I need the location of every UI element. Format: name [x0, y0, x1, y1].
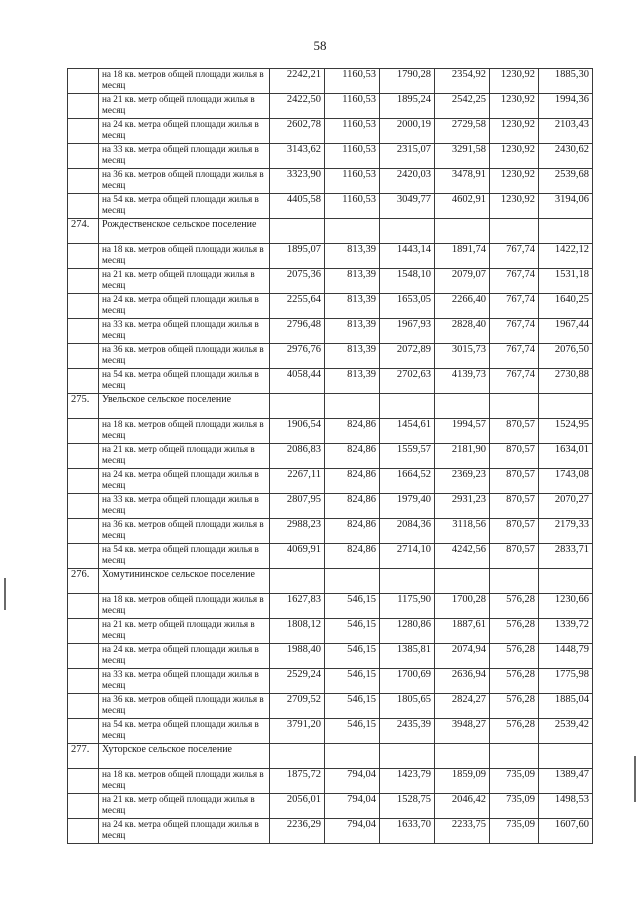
value-cell: 2236,29	[270, 819, 325, 844]
row-number	[68, 144, 99, 169]
value-cell: 2430,62	[539, 144, 593, 169]
value-cell	[270, 569, 325, 594]
value-cell: 1339,72	[539, 619, 593, 644]
value-cell: 813,39	[325, 269, 380, 294]
row-description: на 54 кв. метра общей площади жилья в месяц	[99, 194, 270, 219]
value-cell: 767,74	[490, 369, 539, 394]
row-description: на 36 кв. метров общей площади жилья в месяц	[99, 519, 270, 544]
value-cell: 2075,36	[270, 269, 325, 294]
value-cell	[380, 219, 435, 244]
row-number	[68, 269, 99, 294]
table-row	[68, 169, 593, 194]
value-cell: 1885,04	[539, 694, 593, 719]
row-number	[68, 644, 99, 669]
value-cell: 1528,75	[380, 794, 435, 819]
row-description: на 21 кв. метр общей площади жилья в месяц	[99, 619, 270, 644]
row-number	[68, 369, 99, 394]
value-cell: 1859,09	[435, 769, 490, 794]
value-cell: 1700,28	[435, 594, 490, 619]
value-cell: 1875,72	[270, 769, 325, 794]
value-cell: 1448,79	[539, 644, 593, 669]
row-description: на 54 кв. метра общей площади жилья в месяц	[99, 369, 270, 394]
value-cell: 576,28	[490, 594, 539, 619]
value-cell: 1230,92	[490, 144, 539, 169]
row-description: на 24 кв. метра общей площади жилья в месяц	[99, 119, 270, 144]
table-body	[68, 69, 593, 844]
value-cell: 3194,06	[539, 194, 593, 219]
row-description: на 33 кв. метра общей площади жилья в месяц	[99, 669, 270, 694]
value-cell: 2181,90	[435, 444, 490, 469]
row-number	[68, 669, 99, 694]
row-number	[68, 94, 99, 119]
value-cell: 1664,52	[380, 469, 435, 494]
row-number	[68, 169, 99, 194]
value-cell: 2076,50	[539, 344, 593, 369]
value-cell: 546,15	[325, 594, 380, 619]
value-cell	[435, 569, 490, 594]
value-cell: 2084,36	[380, 519, 435, 544]
value-cell: 3118,56	[435, 519, 490, 544]
row-description: на 21 кв. метр общей площади жилья в месяц	[99, 269, 270, 294]
value-cell: 2056,01	[270, 794, 325, 819]
value-cell: 1498,53	[539, 794, 593, 819]
row-number	[68, 294, 99, 319]
value-cell: 824,86	[325, 494, 380, 519]
value-cell: 2086,83	[270, 444, 325, 469]
table-row	[68, 694, 593, 719]
row-number: 275.	[68, 394, 99, 419]
value-cell: 1385,81	[380, 644, 435, 669]
value-cell: 2709,52	[270, 694, 325, 719]
value-cell: 767,74	[490, 319, 539, 344]
value-cell: 2529,24	[270, 669, 325, 694]
value-cell: 1230,92	[490, 169, 539, 194]
value-cell: 1160,53	[325, 94, 380, 119]
value-cell: 2079,07	[435, 269, 490, 294]
value-cell	[325, 394, 380, 419]
row-number: 277.	[68, 744, 99, 769]
value-cell: 1653,05	[380, 294, 435, 319]
value-cell: 2542,25	[435, 94, 490, 119]
value-cell: 2179,33	[539, 519, 593, 544]
value-cell: 2702,63	[380, 369, 435, 394]
value-cell: 1633,70	[380, 819, 435, 844]
scan-mark-left	[4, 578, 6, 610]
value-cell	[380, 744, 435, 769]
row-description: Хомутининское сельское поселение	[99, 569, 270, 594]
value-cell: 1160,53	[325, 144, 380, 169]
value-cell: 2242,21	[270, 69, 325, 94]
row-description: Хуторское сельское поселение	[99, 744, 270, 769]
value-cell: 2636,94	[435, 669, 490, 694]
table-row	[68, 594, 593, 619]
table-row	[68, 619, 593, 644]
value-cell: 1891,74	[435, 244, 490, 269]
value-cell: 546,15	[325, 669, 380, 694]
value-cell: 813,39	[325, 244, 380, 269]
page-number: 58	[313, 38, 327, 53]
value-cell: 2072,89	[380, 344, 435, 369]
row-description: на 18 кв. метров общей площади жилья в месяц	[99, 244, 270, 269]
value-cell	[490, 219, 539, 244]
value-cell: 2714,10	[380, 544, 435, 569]
value-cell: 2539,68	[539, 169, 593, 194]
row-number: 274.	[68, 219, 99, 244]
value-cell: 1443,14	[380, 244, 435, 269]
row-number	[68, 619, 99, 644]
value-cell: 735,09	[490, 794, 539, 819]
value-cell: 3015,73	[435, 344, 490, 369]
value-cell: 794,04	[325, 769, 380, 794]
table-row	[68, 769, 593, 794]
value-cell: 2807,95	[270, 494, 325, 519]
row-number	[68, 119, 99, 144]
value-cell: 870,57	[490, 419, 539, 444]
value-cell: 2435,39	[380, 719, 435, 744]
row-number: 276.	[68, 569, 99, 594]
value-cell: 4139,73	[435, 369, 490, 394]
value-cell: 824,86	[325, 444, 380, 469]
value-cell: 767,74	[490, 269, 539, 294]
value-cell: 1885,30	[539, 69, 593, 94]
value-cell: 1423,79	[380, 769, 435, 794]
value-cell: 1160,53	[325, 169, 380, 194]
value-cell: 1607,60	[539, 819, 593, 844]
value-cell	[270, 219, 325, 244]
row-description: на 18 кв. метров общей площади жилья в месяц	[99, 594, 270, 619]
value-cell: 767,74	[490, 294, 539, 319]
value-cell	[380, 394, 435, 419]
table-row	[68, 444, 593, 469]
value-cell: 1895,07	[270, 244, 325, 269]
row-number	[68, 819, 99, 844]
value-cell: 2824,27	[435, 694, 490, 719]
row-description: на 24 кв. метра общей площади жилья в месяц	[99, 294, 270, 319]
value-cell: 576,28	[490, 694, 539, 719]
value-cell: 1967,93	[380, 319, 435, 344]
value-cell: 1160,53	[325, 69, 380, 94]
value-cell	[380, 569, 435, 594]
value-cell: 870,57	[490, 469, 539, 494]
value-cell: 1967,44	[539, 319, 593, 344]
value-cell: 3948,27	[435, 719, 490, 744]
table-row	[68, 344, 593, 369]
value-cell: 1627,83	[270, 594, 325, 619]
value-cell: 824,86	[325, 419, 380, 444]
row-description: на 33 кв. метра общей площади жилья в месяц	[99, 144, 270, 169]
value-cell: 2828,40	[435, 319, 490, 344]
table-row	[68, 144, 593, 169]
value-cell	[539, 394, 593, 419]
row-description: Увельское сельское поселение	[99, 394, 270, 419]
value-cell	[490, 569, 539, 594]
value-cell: 1389,47	[539, 769, 593, 794]
value-cell: 2103,43	[539, 119, 593, 144]
row-description: на 21 кв. метр общей площади жилья в месяц	[99, 94, 270, 119]
value-cell: 2070,27	[539, 494, 593, 519]
value-cell: 2046,42	[435, 794, 490, 819]
row-number	[68, 794, 99, 819]
table-row	[68, 419, 593, 444]
row-number	[68, 694, 99, 719]
value-cell: 1994,57	[435, 419, 490, 444]
value-cell: 870,57	[490, 494, 539, 519]
value-cell: 576,28	[490, 669, 539, 694]
value-cell: 794,04	[325, 819, 380, 844]
value-cell: 1988,40	[270, 644, 325, 669]
value-cell: 4242,56	[435, 544, 490, 569]
value-cell: 2267,11	[270, 469, 325, 494]
value-cell: 4058,44	[270, 369, 325, 394]
value-cell: 767,74	[490, 244, 539, 269]
value-cell	[539, 744, 593, 769]
value-cell: 3291,58	[435, 144, 490, 169]
table-row	[68, 94, 593, 119]
value-cell	[270, 744, 325, 769]
value-cell: 735,09	[490, 769, 539, 794]
value-cell: 870,57	[490, 544, 539, 569]
table-row	[68, 719, 593, 744]
value-cell: 1230,92	[490, 119, 539, 144]
value-cell: 576,28	[490, 619, 539, 644]
table-row	[68, 794, 593, 819]
value-cell: 2000,19	[380, 119, 435, 144]
value-cell: 2354,92	[435, 69, 490, 94]
row-description: на 21 кв. метр общей площади жилья в месяц	[99, 444, 270, 469]
value-cell: 1454,61	[380, 419, 435, 444]
value-cell: 1700,69	[380, 669, 435, 694]
table-row	[68, 194, 593, 219]
row-number	[68, 69, 99, 94]
value-cell: 1640,25	[539, 294, 593, 319]
row-number	[68, 544, 99, 569]
value-cell: 2266,40	[435, 294, 490, 319]
row-number	[68, 194, 99, 219]
value-cell: 3791,20	[270, 719, 325, 744]
row-description: на 18 кв. метров общей площади жилья в месяц	[99, 419, 270, 444]
table-row	[68, 819, 593, 844]
value-cell: 3143,62	[270, 144, 325, 169]
table-row	[68, 69, 593, 94]
section-row	[68, 219, 593, 244]
value-cell: 1895,24	[380, 94, 435, 119]
row-number	[68, 769, 99, 794]
value-cell: 2796,48	[270, 319, 325, 344]
value-cell: 1524,95	[539, 419, 593, 444]
value-cell	[325, 744, 380, 769]
value-cell: 813,39	[325, 319, 380, 344]
value-cell	[490, 744, 539, 769]
row-description: на 36 кв. метров общей площади жилья в месяц	[99, 694, 270, 719]
value-cell: 1887,61	[435, 619, 490, 644]
value-cell: 1531,18	[539, 269, 593, 294]
value-cell: 2833,71	[539, 544, 593, 569]
value-cell: 824,86	[325, 469, 380, 494]
value-cell: 576,28	[490, 644, 539, 669]
value-cell: 824,86	[325, 544, 380, 569]
value-cell: 2539,42	[539, 719, 593, 744]
row-number	[68, 319, 99, 344]
row-description: Рождественское сельское поселение	[99, 219, 270, 244]
value-cell: 2602,78	[270, 119, 325, 144]
value-cell: 2255,64	[270, 294, 325, 319]
value-cell: 870,57	[490, 519, 539, 544]
table-row	[68, 269, 593, 294]
value-cell: 1979,40	[380, 494, 435, 519]
value-cell: 3323,90	[270, 169, 325, 194]
value-cell	[539, 219, 593, 244]
value-cell: 1559,57	[380, 444, 435, 469]
value-cell: 2730,88	[539, 369, 593, 394]
value-cell: 735,09	[490, 819, 539, 844]
value-cell: 1743,08	[539, 469, 593, 494]
value-cell: 2233,75	[435, 819, 490, 844]
table-row	[68, 119, 593, 144]
value-cell: 2931,23	[435, 494, 490, 519]
table-row	[68, 294, 593, 319]
table-row	[68, 644, 593, 669]
row-description: на 33 кв. метра общей площади жилья в месяц	[99, 494, 270, 519]
scan-mark-right	[634, 756, 636, 802]
row-description: на 24 кв. метра общей площади жилья в месяц	[99, 819, 270, 844]
value-cell	[325, 569, 380, 594]
value-cell: 1805,65	[380, 694, 435, 719]
value-cell: 1230,92	[490, 69, 539, 94]
section-row	[68, 744, 593, 769]
table-row	[68, 244, 593, 269]
value-cell: 4602,91	[435, 194, 490, 219]
value-cell: 4069,91	[270, 544, 325, 569]
table-row	[68, 369, 593, 394]
row-description: на 54 кв. метра общей площади жилья в месяц	[99, 544, 270, 569]
value-cell: 870,57	[490, 444, 539, 469]
value-cell: 1548,10	[380, 269, 435, 294]
value-cell	[435, 744, 490, 769]
table-row	[68, 469, 593, 494]
value-cell: 813,39	[325, 344, 380, 369]
value-cell: 1422,12	[539, 244, 593, 269]
value-cell: 576,28	[490, 719, 539, 744]
row-number	[68, 419, 99, 444]
table-row	[68, 319, 593, 344]
row-description: на 33 кв. метра общей площади жилья в месяц	[99, 319, 270, 344]
table-row	[68, 494, 593, 519]
value-cell: 2369,23	[435, 469, 490, 494]
section-row	[68, 569, 593, 594]
value-cell: 1280,86	[380, 619, 435, 644]
value-cell: 813,39	[325, 294, 380, 319]
value-cell: 824,86	[325, 519, 380, 544]
value-cell	[490, 394, 539, 419]
tariff-table	[67, 68, 593, 844]
table-row	[68, 544, 593, 569]
value-cell: 2422,50	[270, 94, 325, 119]
row-description: на 54 кв. метра общей площади жилья в месяц	[99, 719, 270, 744]
row-description: на 36 кв. метров общей площади жилья в месяц	[99, 169, 270, 194]
row-number	[68, 444, 99, 469]
value-cell: 813,39	[325, 369, 380, 394]
value-cell: 2988,23	[270, 519, 325, 544]
value-cell: 2315,07	[380, 144, 435, 169]
value-cell: 546,15	[325, 619, 380, 644]
value-cell	[325, 219, 380, 244]
value-cell: 546,15	[325, 694, 380, 719]
value-cell: 1175,90	[380, 594, 435, 619]
value-cell: 1994,36	[539, 94, 593, 119]
row-number	[68, 244, 99, 269]
value-cell: 1790,28	[380, 69, 435, 94]
table-row	[68, 519, 593, 544]
value-cell: 3478,91	[435, 169, 490, 194]
table-row	[68, 669, 593, 694]
row-number	[68, 344, 99, 369]
value-cell: 1160,53	[325, 119, 380, 144]
row-number	[68, 719, 99, 744]
value-cell: 1634,01	[539, 444, 593, 469]
value-cell	[435, 219, 490, 244]
row-description: на 24 кв. метра общей площади жилья в месяц	[99, 644, 270, 669]
value-cell	[539, 569, 593, 594]
value-cell: 1808,12	[270, 619, 325, 644]
row-number	[68, 519, 99, 544]
row-description: на 24 кв. метра общей площади жилья в месяц	[99, 469, 270, 494]
value-cell: 1775,98	[539, 669, 593, 694]
value-cell: 1160,53	[325, 194, 380, 219]
value-cell: 1906,54	[270, 419, 325, 444]
value-cell: 3049,77	[380, 194, 435, 219]
row-description: на 18 кв. метров общей площади жилья в месяц	[99, 769, 270, 794]
value-cell: 1230,92	[490, 194, 539, 219]
value-cell	[270, 394, 325, 419]
value-cell: 546,15	[325, 719, 380, 744]
row-description: на 36 кв. метров общей площади жилья в месяц	[99, 344, 270, 369]
value-cell: 767,74	[490, 344, 539, 369]
value-cell: 2729,58	[435, 119, 490, 144]
value-cell: 2976,76	[270, 344, 325, 369]
value-cell: 4405,58	[270, 194, 325, 219]
value-cell: 1230,66	[539, 594, 593, 619]
value-cell: 2420,03	[380, 169, 435, 194]
value-cell: 2074,94	[435, 644, 490, 669]
row-number	[68, 494, 99, 519]
row-number	[68, 594, 99, 619]
row-description: на 18 кв. метров общей площади жилья в месяц	[99, 69, 270, 94]
value-cell: 1230,92	[490, 94, 539, 119]
row-description: на 21 кв. метр общей площади жилья в месяц	[99, 794, 270, 819]
value-cell: 794,04	[325, 794, 380, 819]
value-cell	[435, 394, 490, 419]
row-number	[68, 469, 99, 494]
value-cell: 546,15	[325, 644, 380, 669]
section-row	[68, 394, 593, 419]
